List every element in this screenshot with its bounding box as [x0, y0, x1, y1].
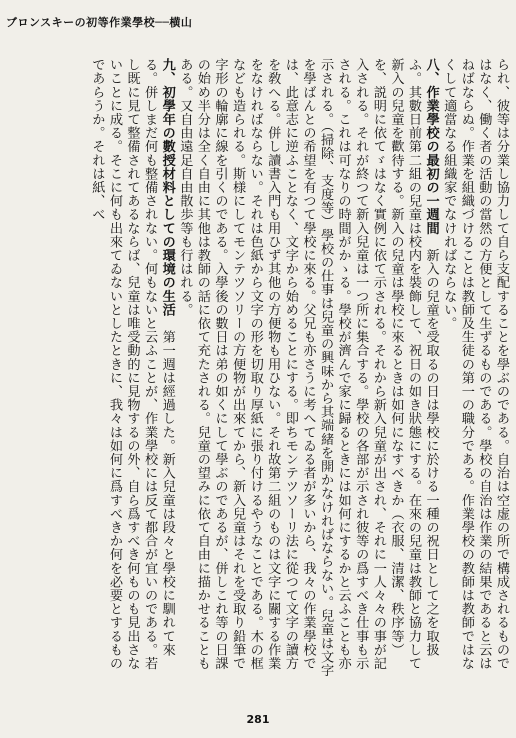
body-text	[10, 58, 510, 682]
paragraph-text: 新入の兒童を受取るの日は學校に於ける一種の祝日として之を取扱ふ。其數日前第二組の兒童は校内を裝飾して、祝日の如き狀態にする。在來の兒童は教師と協力して新入の兒童を歡待する。新入の兒童は學校に來るときは如何になすべきか（衣服、清潔、秩序等）を、説明に依てゞはなく實例に依て示される。それから新入兒童が出され、それに一人々々の事が記入される。それが終つて新入兒童は一つ所に集合する。學校の各部が示され彼等の爲すべき仕事も示される。これは可なりの時間がかゝる。學校が濟んで家に歸るときには如何にするかと云ふことも亦示される。（掃除、支度等）學校の仕事は兒童の興味から其端緒を開かなければならない。兒童は文字を學ばんとの希望を有つて學校に來る。父兄も亦さうに考へてゐる者が多いから、我々の作業學校では、此意志に逆ふことなく、文字から始めることにする。即ちモンテツソーリ法に從つて文字の讀方を敎へる。併し讀書入門も用ひず其他の方便物も用ひない。それ故第二組のものは文字に關する作業をなければならない。それは色紙から文字の形を切取り厚紙に張り付けるやうなことである。木の框なども造られる。斯様にしてモンテツソリーの方便物が出來てから、新入兒童はそれを受取り鉛筆で字形の輪廓に線を引くのである。入學後の數日は弟の如くにして學ぶのであるが、併しこれ等の日課の始め半分は全く自由に其他は教師の話に依て充たされる。兒童の望みに依て自由に描かせることもある。又自由遠足自由散歩等も行はれる。	[177, 58, 439, 677]
paragraph-1	[440, 58, 510, 682]
section-heading-8: 八、作業學校の最初の一週間	[423, 58, 439, 235]
paragraph-3	[88, 58, 176, 682]
running-head: ブロンスキーの初等作業學校──横山	[6, 16, 193, 29]
paragraph-2	[176, 58, 440, 682]
paragraph-text: 第一週は經過した。新入兒童は段々と學校に馴れて來る。併しまだ何も整備されない。何もないと云ふことが、作業學校には反て都合が宜いのである。若し既に見て整備されてあるならば、兒童は唯受動的に見物するの外、自ら爲すべき何ものも見出さないことに成る。そこに何も出來てゐないとしたときに、我々は如何に爲すべきか何を必要とするものであらうか。それは紙、べ	[89, 58, 175, 670]
section-heading-9: 九、初學年の數授材料としての環境の生活	[159, 58, 175, 317]
paragraph-text: られ、彼等は分業し協力して自ら支配することを學ぶのである。自治は空虚の所で構成されるものではなく、働く者の活動の當然の方便として生ずるものである。學校の自治は作業の結果であると云はねばならぬ。作業を組織づけることは教師及生徒の第一の職分である。作業學校の教師は教師ではなくして適當なる組織家でなければならない。	[441, 58, 509, 670]
page-number: 281	[246, 713, 270, 726]
